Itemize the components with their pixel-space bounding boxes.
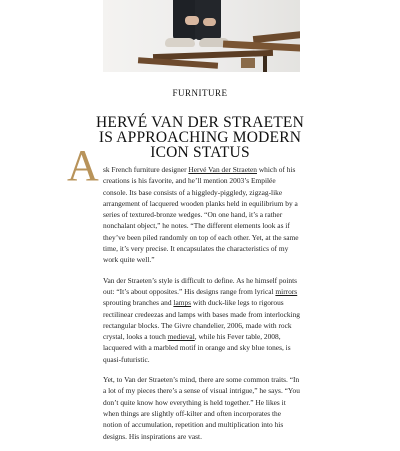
text-run: sk French furniture designer (103, 165, 189, 174)
paragraph-text (103, 375, 300, 440)
person-hand-right (203, 18, 216, 26)
paragraph-text (103, 165, 299, 264)
text-run: with duck-like legs to rigorous rectilinear credeezas and lamps with bases made from interlocking rectangular blocks. The Givre chandelier, 2006, made with rock crystal, looks a touch (103, 298, 301, 342)
console-leg (263, 56, 267, 72)
text-run: which of his creations is his favorite, and he’ll mention 2003’s Empilée console. Its base consists of a higgledy-piggledy, zigzag-like arrangement of lacquered wooden planks held in equilibrium by a series of textured-bronze wedges. “On one hand, it’s a rather nonchalant object,” he notes. “The different elements look as if they’ve been piled randomly on top of each other. Yet, at the same time, it’s very precise. It encapsulates the characteristics of my work quite well.” (103, 165, 299, 265)
person-hand-left (185, 16, 199, 25)
paragraph-3 (103, 374, 300, 442)
hero-photo (103, 0, 300, 72)
article-body (67, 141, 301, 451)
article-link[interactable]: Hervé Van der Straeten (188, 165, 257, 174)
paragraph-2 (103, 275, 300, 365)
paragraph-1 (67, 141, 300, 266)
drop-cap: A (67, 141, 99, 190)
paragraph-text (103, 276, 300, 364)
text-run: Yet, to Van der Straeten’s mind, there are some common traits. “In a lot of my pieces there’s a sense of visual intrigue,” he says. “You don’t quite know how everything is held together.” He likes it when things are slightly off-kilter and often incorporates the notion of accumulation, repetition and multiplication into his designs. His inspirations are vast. (103, 375, 300, 441)
text-run: , while his Fever table, 2008, lacquered with a marbled motif in orange and sky blue tones, is quasi-futuristic. (103, 332, 291, 364)
bronze-wedge (241, 58, 255, 68)
text-run: Van der Straeten’s style is difficult to define. As he himself points out: “It’s about opposites.” His designs range from lyrical (103, 275, 298, 296)
section-label[interactable]: FURNITURE (172, 88, 228, 98)
article-link[interactable]: medieval (167, 332, 195, 342)
text-run: sprouting branches and (103, 298, 174, 308)
article-link[interactable]: lamps (173, 298, 192, 308)
article-headline: HERVÉ VAN DER STRAETEN IS APPROACHING MODERN ICON STATUS (96, 114, 304, 161)
article-link[interactable]: mirrors (275, 286, 298, 296)
person-shoe-left (165, 38, 195, 47)
